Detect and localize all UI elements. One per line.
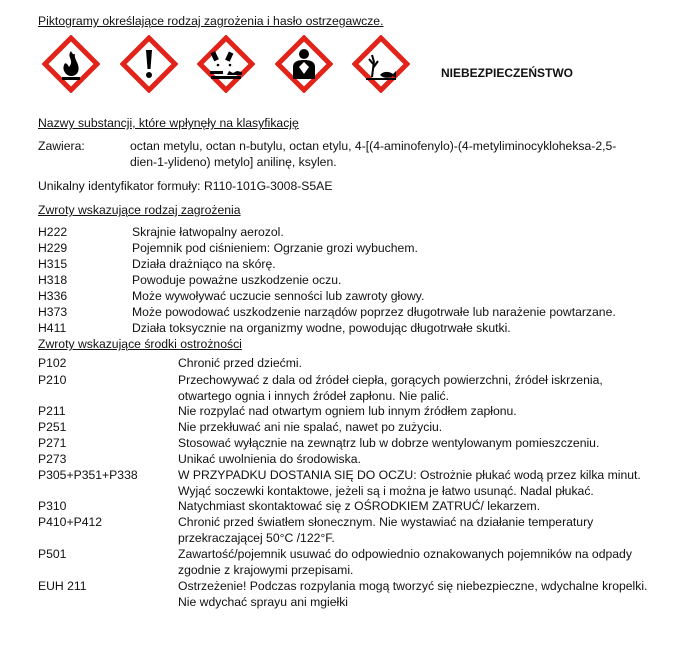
precaution-text-line-1: Chronić przed światłem słonecznym. Nie wystawiać na działanie temperatury — [178, 515, 594, 529]
ufi-text: Unikalny identyfikator formuły: R110-101G-3008-S5AE — [38, 179, 333, 193]
substances-heading: Nazwy substancji, które wpłynęły na klasyfikację — [38, 116, 299, 130]
precaution-code: P271 — [38, 436, 67, 450]
precaution-heading: Zwroty wskazujące środki ostrożności — [38, 337, 242, 351]
precaution-text-line-1: Natychmiast skontaktować się z OŚRODKIEM ZATRUĆ/ lekarzem. — [178, 499, 541, 513]
precaution-code: P305+P351+P338 — [38, 468, 138, 482]
precaution-text-line-1: Unikać uwolnienia do środowiska. — [178, 452, 361, 466]
precaution-code: EUH 211 — [38, 579, 87, 593]
precaution-text-line-1: W PRZYPADKU DOSTANIA SIĘ DO OCZU: Ostrożnie płukać wodą przez kilka minut. — [178, 468, 641, 482]
precaution-text-line-2: przekraczającej 50°C /122°F. — [178, 531, 335, 545]
precaution-text-line-1: Zawartość/pojemnik usuwać do odpowiednio oznakowanych pojemników na odpady — [178, 547, 632, 561]
hazard-text: Może powodować uszkodzenie narządów poprzez długotrwałe lub narażenie powtarzane. — [132, 305, 616, 319]
hazard-code: H318 — [38, 273, 68, 287]
precaution-code: P410+P412 — [38, 515, 103, 529]
health-hazard-icon — [275, 35, 333, 93]
exclamation-icon — [120, 35, 178, 93]
precaution-text-line-2: Nie wdychać sprayu ani mgiełki — [178, 595, 349, 609]
precaution-text-line-1: Ostrzeżenie! Podczas rozpylania mogą tworzyć się niebezpieczne, wdychalne kropelki. — [178, 579, 648, 593]
hazard-text: Może wywoływać uczucie senności lub zawroty głowy. — [132, 289, 425, 303]
precaution-text-line-2: otwartego ognia i innych źródeł zapłonu. Nie palić. — [178, 389, 449, 403]
hazard-code: H411 — [38, 321, 67, 335]
signal-word: NIEBEZPIECZEŃSTWO — [441, 66, 574, 80]
corrosion-icon — [197, 35, 255, 93]
flame-icon — [42, 35, 100, 93]
precaution-text-line-2: zgodnie z krajowymi przepisami. — [178, 563, 354, 577]
hazard-text: Działa toksycznie na organizmy wodne, powodując długotrwałe skutki. — [132, 321, 511, 335]
hazard-code: H229 — [38, 241, 68, 255]
hazard-text: Skrajnie łatwopalny aerozol. — [132, 225, 284, 239]
precaution-text-line-1: Chronić przed dziećmi. — [178, 356, 302, 370]
contains-line-2: dien-1-ylideno) metylo] anilinę, ksylen. — [130, 155, 337, 169]
precaution-text-line-1: Nie przekłuwać ani nie spalać, nawet po zużyciu. — [178, 420, 443, 434]
precaution-code: P102 — [38, 356, 67, 370]
hazard-code: H222 — [38, 225, 68, 239]
hazard-text: Powoduje poważne uszkodzenie oczu. — [132, 273, 342, 287]
pictograms-heading: Piktogramy określające rodzaj zagrożenia i hasło ostrzegawcze. — [38, 14, 384, 28]
hazard-code: H373 — [38, 305, 68, 319]
precaution-text-line-2: Wyjąć soczewki kontaktowe, jeżeli są i można je łatwo usunąć. Nadal płukać. — [178, 484, 594, 498]
precaution-code: P501 — [38, 547, 67, 561]
precaution-code: P210 — [38, 373, 67, 387]
hazard-heading: Zwroty wskazujące rodzaj zagrożenia — [38, 203, 241, 217]
hazard-code: H315 — [38, 257, 68, 271]
contains-label: Zawiera: — [38, 139, 85, 153]
hazard-text: Działa drażniąco na skórę. — [132, 257, 276, 271]
precaution-text-line-1: Stosować wyłącznie na zewnątrz lub w dobrze wentylowanym pomieszczeniu. — [178, 436, 600, 450]
precaution-code: P310 — [38, 499, 67, 513]
hazard-text: Pojemnik pod ciśnieniem: Ogrzanie grozi wybuchem. — [132, 241, 418, 255]
precaution-text-line-1: Nie rozpylać nad otwartym ogniem lub innym źródłem zapłonu. — [178, 404, 517, 418]
precaution-code: P251 — [38, 420, 67, 434]
precaution-code: P273 — [38, 452, 67, 466]
hazard-code: H336 — [38, 289, 68, 303]
contains-line-1: octan metylu, octan n-butylu, octan etylu, 4-[(4-aminofenylo)-(4-metyliminocykloheksa-2,5- — [130, 139, 617, 153]
precaution-text-line-1: Przechowywać z dala od źródeł ciepła, gorących powierzchni, źródeł iskrzenia, — [178, 373, 603, 387]
precaution-code: P211 — [38, 404, 66, 418]
environment-icon — [352, 35, 410, 93]
